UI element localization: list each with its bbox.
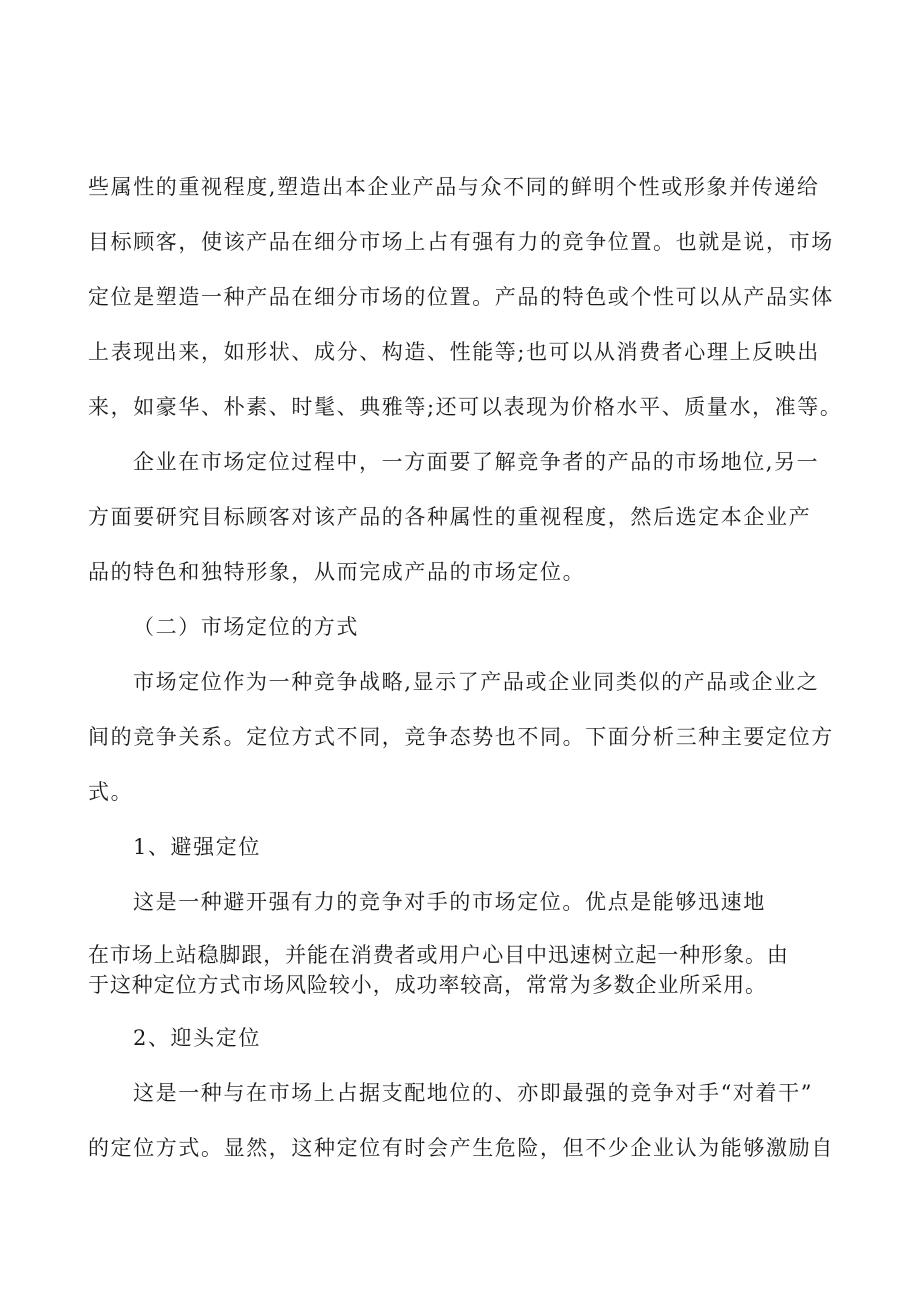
- paragraph-3-line-3: 式。: [88, 780, 134, 804]
- paragraph-4-line-2: 在市场上站稳脚跟，并能在消费者或用户心目中迅速树立起一种形象。由: [88, 943, 789, 967]
- paragraph-2-line-3: 品的特色和独特形象，从而完成产品的市场定位。: [88, 560, 586, 584]
- paragraph-3-line-1: 市场定位作为一种竞争战略,显示了产品或企业同类似的产品或企业之: [133, 670, 820, 694]
- paragraph-5-line-2: 的定位方式。显然，这种定位有时会产生危险，但不少企业认为能够激励自: [88, 1136, 834, 1160]
- paragraph-1-line-3: 定位是塑造一种产品在细分市场的位置。产品的特色或个性可以从产品实体: [88, 285, 834, 309]
- section-heading: （二）市场定位的方式: [133, 615, 359, 639]
- subheading-1: 1、避强定位: [133, 835, 261, 859]
- paragraph-1-line-1: 些属性的重视程度,塑造出本企业产品与众不同的鲜明个性或形象并传递给: [88, 175, 820, 199]
- paragraph-4-line-1: 这是一种避开强有力的竞争对手的市场定位。优点是能够迅速地: [133, 890, 766, 914]
- paragraph-1-line-4: 上表现出来，如形状、成分、构造、性能等;也可以从消费者心理上反映出: [88, 340, 820, 364]
- paragraph-2-line-2: 方面要研究目标顾客对该产品的各种属性的重视程度，然后选定本企业产: [88, 505, 812, 529]
- paragraph-1-line-5: 来，如豪华、朴素、时髦、典雅等;还可以表现为价格水平、质量水，准等。: [88, 395, 843, 419]
- paragraph-3-line-2: 间的竞争关系。定位方式不同，竞争态势也不同。下面分析三种主要定位方: [88, 725, 834, 749]
- paragraph-1-line-2: 目标顾客，使该产品在细分市场上占有强有力的竞争位置。也就是说，市场: [88, 230, 834, 254]
- paragraph-4-line-3: 于这种定位方式市场风险较小，成功率较高，常常为多数企业所采用。: [88, 973, 767, 997]
- subheading-2: 2、迎头定位: [133, 1026, 261, 1050]
- paragraph-2-line-1: 企业在市场定位过程中，一方面要了解竞争者的产品的市场地位,另一: [133, 450, 820, 474]
- paragraph-5-line-1: 这是一种与在市场上占据支配地位的、亦即最强的竞争对手“对着干”: [133, 1081, 814, 1105]
